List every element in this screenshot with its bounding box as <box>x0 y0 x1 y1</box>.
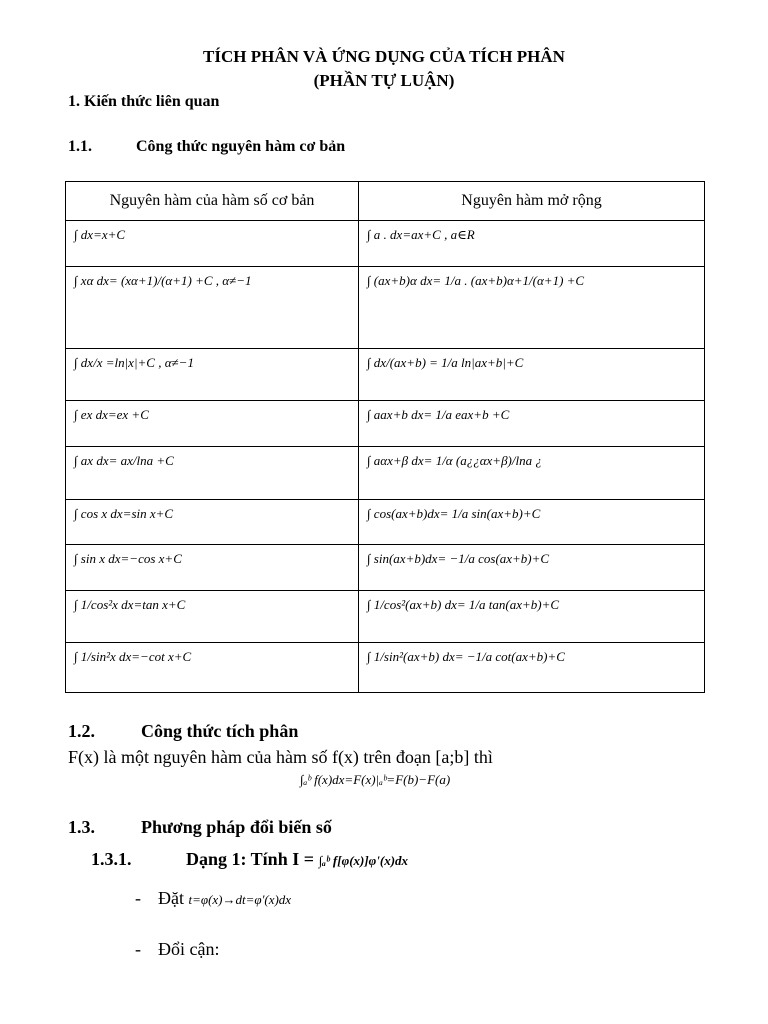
substitution-integral-formula: ∫ₐᵇ f[φ(x)]φ'(x)dx <box>318 853 409 868</box>
formula-basic: ∫ 1/cos²x dx=tan x+C <box>74 597 186 612</box>
formula-basic: ∫ dx/x =ln|x|+C , α≠−1 <box>74 355 194 370</box>
section-text: Công thức nguyên hàm cơ bản <box>136 138 346 155</box>
formula-extended: ∫ aax+b dx= 1/a eax+b +C <box>367 407 510 422</box>
formula-basic: ∫ xα dx= (xα+1)/(α+1) +C , α≠−1 <box>74 273 252 288</box>
formula-basic: ∫ ex dx=ex +C <box>74 407 149 422</box>
formula-extended: ∫ 1/cos²(ax+b) dx= 1/a tan(ax+b)+C <box>367 597 560 612</box>
list-item <box>135 888 291 909</box>
section-number: 1.3. <box>68 817 95 837</box>
table-row <box>66 545 705 591</box>
formula-extended: ∫ (ax+b)α dx= 1/a . (ax+b)α+1/(α+1) +C <box>367 273 585 288</box>
table-row <box>66 447 705 500</box>
formula-extended: ∫ 1/sin²(ax+b) dx= −1/a cot(ax+b)+C <box>367 649 565 664</box>
section-number: 1.2. <box>68 721 95 741</box>
bullet-dash: - <box>135 939 141 959</box>
section-number: 1.1. <box>68 138 92 155</box>
table-row <box>66 591 705 643</box>
formula-basic: ∫ sin x dx=−cos x+C <box>74 551 182 566</box>
table-row <box>66 221 705 267</box>
formula-extended: ∫ cos(ax+b)dx= 1/a sin(ax+b)+C <box>367 506 541 521</box>
formula-basic: ∫ dx=x+C <box>74 227 126 242</box>
table-header-basic: Nguyên hàm của hàm số cơ bản <box>66 182 359 221</box>
section-text: Dạng 1: Tính I = <box>186 849 319 869</box>
section-text: Công thức tích phân <box>141 721 299 741</box>
formula-extended: ∫ a . dx=ax+C , a∈R <box>367 227 475 242</box>
document-title: TÍCH PHÂN VÀ ỨNG DỤNG CỦA TÍCH PHÂN <box>203 47 565 66</box>
section-heading-1: 1. Kiến thức liên quan <box>68 93 220 110</box>
table-row <box>66 401 705 447</box>
formula-basic: ∫ ax dx= ax/lna +C <box>74 453 174 468</box>
formula-basic: ∫ 1/sin²x dx=−cot x+C <box>74 649 192 664</box>
antiderivative-table <box>65 181 705 693</box>
table-header-row <box>66 182 705 221</box>
table-row <box>66 349 705 401</box>
document-subtitle: (PHẦN TỰ LUẬN) <box>313 71 455 90</box>
formula-extended: ∫ sin(ax+b)dx= −1/a cos(ax+b)+C <box>367 551 550 566</box>
formula-extended: ∫ aαx+β dx= 1/α (a¿¿αx+β)/lna ¿ <box>367 453 542 468</box>
substitution-formula: t=φ(x)→dt=φ'(x)dx <box>188 892 292 907</box>
list-item <box>135 939 219 960</box>
section-heading-1-3 <box>68 817 332 838</box>
formula-basic: ∫ cos x dx=sin x+C <box>74 506 174 521</box>
formula-extended: ∫ dx/(ax+b) = 1/a ln|ax+b|+C <box>367 355 524 370</box>
bullet-text: Đặt <box>158 888 189 908</box>
section-heading-1-3-1 <box>91 849 408 870</box>
table-row <box>66 643 705 693</box>
bullet-dash: - <box>135 888 141 908</box>
section-text: Phương pháp đổi biến số <box>141 817 332 837</box>
table-header-extended: Nguyên hàm mở rộng <box>359 182 705 221</box>
section-heading-1-1 <box>68 138 345 156</box>
bullet-text: Đổi cận: <box>158 939 220 959</box>
table-row <box>66 267 705 349</box>
table-row <box>66 500 705 545</box>
section-heading-1-2 <box>68 721 298 742</box>
newton-leibniz-formula: ∫ₐᵇ f(x)dx=F(x)|ₐᵇ=F(b)−F(a) <box>300 772 451 787</box>
section-number: 1.3.1. <box>91 849 132 869</box>
paragraph-integral-definition: F(x) là một nguyên hàm của hàm số f(x) trên đoạn [a;b] thì <box>68 747 493 767</box>
